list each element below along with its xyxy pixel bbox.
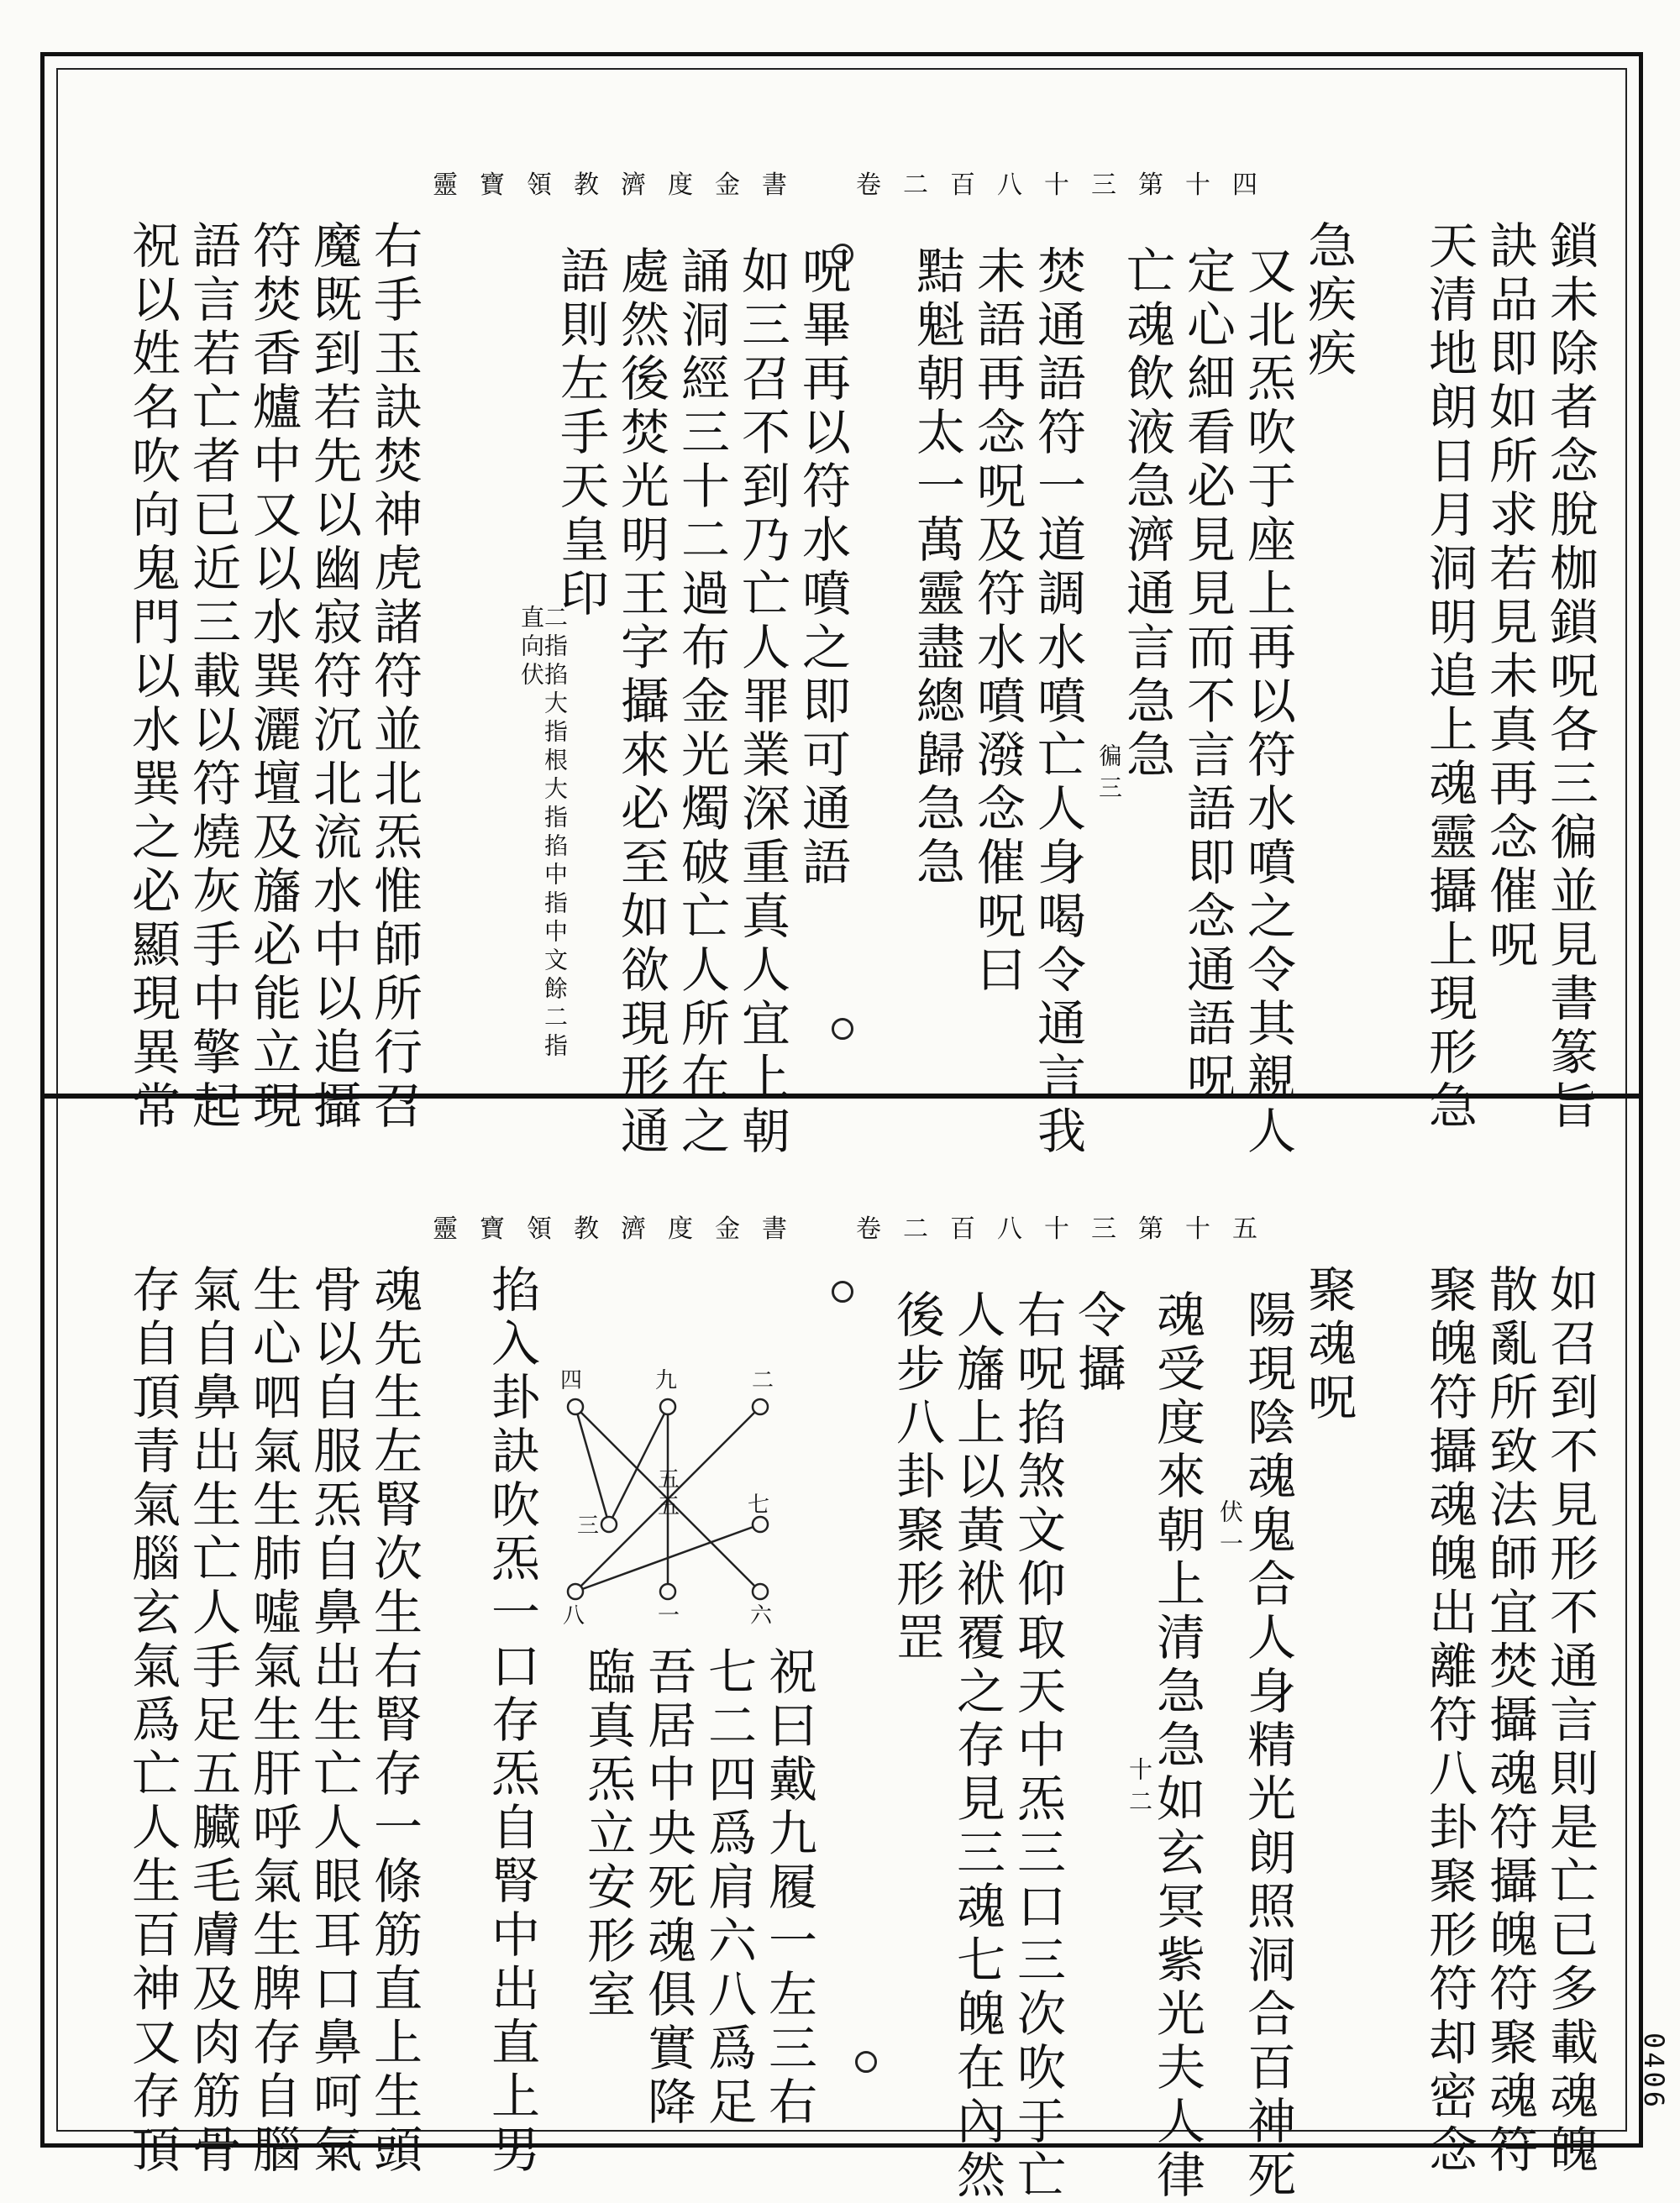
bottom-col-3: 聚魄符攝魂魄出離符八卦聚形符却密念 (1420, 1264, 1478, 2178)
top-col-18: 符焚香爐中又以水巽灑壇及旛必能立現 (244, 220, 302, 1134)
diagram-node-4 (568, 1399, 583, 1414)
diagram-node-9 (660, 1399, 675, 1414)
bottom-col-8: 右呪掐煞文仰取天中炁三口三次吹于亡 (1009, 1289, 1066, 2203)
bottom-col-17: 骨以自服炁自鼻出生亡人眼耳口鼻呵氣 (305, 1264, 362, 2178)
top-col-12: 如三召不到乃亡人罪業深重真人宜上朝 (733, 245, 790, 1159)
diagram-label-9: 九 (655, 1368, 678, 1393)
diagram-label-1: 一 (658, 1603, 680, 1629)
bottom-col-2: 散亂所致法師宜焚攝魂符攝魄符聚魂符 (1481, 1264, 1538, 2178)
top-note-yin: 二指掐大指根大指掐中指中文餘二指直向伏 (517, 605, 569, 1062)
bottom-col-1: 如召到不見形不通言則是亡已多載魂魄 (1541, 1264, 1599, 2178)
top-col-6: 定心細看必見見而不言語即念通語呪 (1179, 245, 1236, 1105)
diagram-label-6: 六 (750, 1603, 773, 1629)
diagram-node-1 (660, 1584, 675, 1599)
top-col-9: 未語再念呪及符水噴潑念催呪曰 (969, 245, 1026, 998)
top-col-1: 鎖未除者念脫枷鎖呪各三徧並見書篆旨 (1541, 220, 1599, 1134)
diagram-node-6 (753, 1584, 768, 1599)
bottom-col-4: 聚魂呪 (1299, 1264, 1357, 1425)
top-circle-mark-2 (832, 1018, 853, 1040)
diagram-label-4: 四 (560, 1368, 583, 1393)
bottom-note-fu-yi: 伏一 (1216, 1499, 1244, 1563)
bottom-col-20: 存自頂青氣腦玄氣爲亡人生百神又存頂 (123, 1264, 181, 2178)
top-note-san-bian: 徧三 (1095, 743, 1123, 807)
bottom-col-16: 魂先生左腎次生右腎存一條筋直上生頭 (365, 1264, 423, 2178)
bottom-col-13: 吾居中央死魂俱實降 (639, 1646, 696, 2130)
diagram-node-7 (753, 1517, 768, 1532)
bottom-col-10: 後步八卦聚形罡 (888, 1289, 945, 1665)
diagram-label-8: 八 (563, 1603, 585, 1629)
page-number: 0406 (1638, 2033, 1670, 2111)
diagram-node-2 (753, 1399, 768, 1414)
bottom-col-6: 魂受度來朝上清急急如玄冥紫光夫人律 (1148, 1289, 1205, 2203)
top-col-13: 誦洞經三十二過布金光燭破亡人所在之 (673, 245, 730, 1159)
top-col-8: 焚通語符一道調水噴亡人身喝令通言我 (1029, 245, 1086, 1159)
bottom-col-19: 氣自鼻出生亡人手足五臟毛膚及肉筋骨 (184, 1264, 241, 2178)
bottom-col-12: 七二四爲肩六八爲足 (700, 1646, 757, 2130)
top-col-17: 魔既到若先以幽寂符沉北流水中以追攝 (305, 220, 362, 1134)
top-col-7: 亡魂飲液急濟通言急急 (1118, 245, 1175, 783)
top-col-19: 語言若亡者已近三載以符燒灰手中擎起 (184, 220, 241, 1134)
bottom-col-9: 人旛上以黃袱覆之存見三魂七魄在內然 (948, 1289, 1005, 2203)
bottom-col-18: 生心呬氣生肺噓氣生肝呼氣生脾存自腦 (244, 1264, 302, 2178)
top-col-3: 天清地朗日月洞明追上魂靈攝上現形急 (1420, 220, 1478, 1134)
top-col-14: 處然後焚光明王字攝來必至如欲現形通 (612, 245, 669, 1159)
bottom-col-11: 祝曰戴九履一左三右 (760, 1646, 817, 2130)
bagua-diagram (542, 1361, 794, 1638)
bottom-circle-mark-2 (855, 2051, 877, 2073)
top-col-2: 訣品即如所求若見未真再念催呪 (1481, 220, 1538, 973)
top-header: 靈寶領教濟度金書 卷二百八十三第十四 (433, 170, 1279, 200)
bottom-note-shi-er: 十二 (1126, 1757, 1153, 1821)
diagram-node-8 (568, 1584, 583, 1599)
top-col-15: 語則左手天皇印 (552, 245, 609, 622)
diagram-label-2: 二 (752, 1368, 774, 1393)
top-col-16: 右手玉訣焚神虎諸符並北炁惟師所行召 (365, 220, 423, 1134)
top-col-11: 呪畢再以符水噴之即可通語 (794, 245, 851, 890)
diagram-label-5a: 五 (658, 1467, 680, 1492)
top-col-5: 又北炁吹于座上再以符水噴之令其親人 (1239, 245, 1296, 1159)
bottom-col-15: 掐入卦訣吹炁一口存炁自腎中出直上男 (483, 1264, 540, 2178)
top-circle-mark-1 (832, 244, 853, 265)
diagram-label-5b: 五 (658, 1494, 680, 1519)
top-col-4: 急疾疾 (1299, 220, 1357, 381)
diagram-node-3 (601, 1517, 617, 1532)
diagram-label-3: 三 (577, 1513, 600, 1539)
top-col-20: 祝以姓名吹向鬼門以水巽之必顯現異常 (123, 220, 181, 1134)
bottom-circle-mark-1 (832, 1281, 853, 1303)
bottom-header: 靈寶領教濟度金書 卷二百八十三第十五 (433, 1214, 1279, 1244)
bottom-col-5: 陽現陰魂鬼合人身精光朗照洞合百神死 (1239, 1289, 1296, 2203)
bottom-col-14: 臨真炁立安形室 (579, 1646, 636, 2022)
diagram-label-7: 七 (748, 1492, 770, 1518)
bottom-col-7: 令攝 (1069, 1289, 1126, 1397)
top-col-10: 黠魁朝太一萬靈盡總歸急急 (908, 245, 965, 890)
